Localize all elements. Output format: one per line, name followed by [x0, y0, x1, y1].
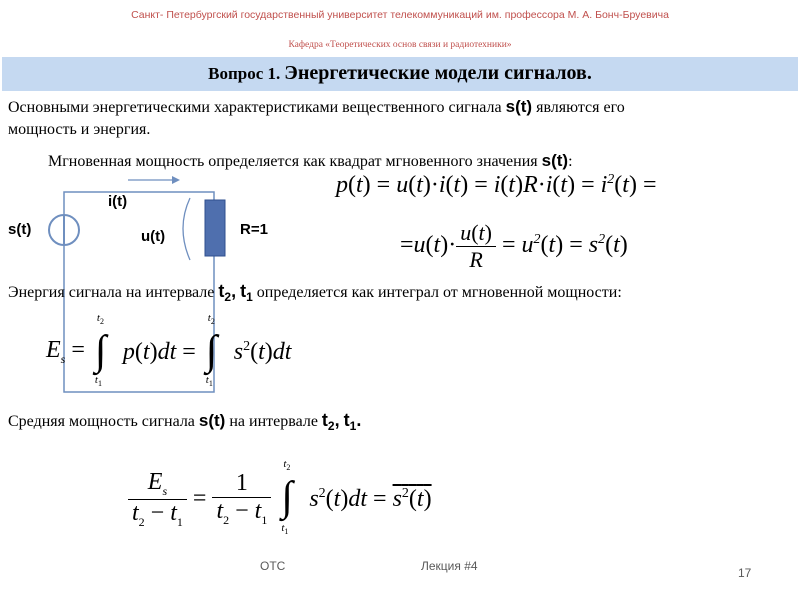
- signal-symbol: s(t): [541, 151, 569, 170]
- top-wire: [64, 192, 214, 216]
- formula-energy: $E_s$ = $t_2$ ∫ $t_1$ p(t)dt = $t_2$ ∫ $t_1$ $s^2(t)dt$: [46, 312, 292, 389]
- formula-power-line2: =u(t)· $\frac{u(t)}{R}$ = $u^2(t) = s^2(t)$: [400, 220, 628, 272]
- signal-symbol: s(t): [505, 97, 533, 116]
- formula-average-power: $\frac{E_s}{t_2 - t_1}$ = $\frac{1}{t_2 - t_1}$ $t_2$ ∫ $t_1$ $s^2(t)dt = s^2(t)$: [128, 460, 432, 540]
- voltage-label: u(t): [141, 228, 166, 245]
- paragraph-intro: Основными энергетическими характеристиками вещественного сигнала s(t) являются его мощность и энергия.: [8, 97, 625, 138]
- footer-lecture: Лекция #4: [421, 559, 478, 573]
- voltage-bracket: [183, 198, 190, 260]
- university-header: Санкт- Петербургский государственный университет телекоммуникаций им. профессора М. А. Бонч-Бруевича: [131, 9, 669, 21]
- question-number: Вопрос 1.: [208, 64, 281, 83]
- question-topic: Энергетические модели сигналов.: [284, 62, 592, 84]
- paragraph-average-power: Средняя мощность сигнала s(t) на интервале $t_2$, $t_1$.: [8, 410, 362, 434]
- source-label: s(t): [8, 221, 32, 238]
- footer-course: ОТС: [260, 559, 286, 573]
- formula-power-line1: $p(t) = u(t)\cdot i(t) = i(t)R\cdot i(t) = i^2(t)$ =: [336, 172, 657, 198]
- current-arrow-head: [172, 176, 180, 184]
- paragraph-energy: Энергия сигнала на интервале $t_2$, $t_1$ определяется как интеграл от мгновенной мощности:: [8, 281, 622, 305]
- current-label: i(t): [108, 193, 128, 210]
- page-number: 17: [738, 566, 752, 580]
- resistor-icon: [205, 200, 225, 256]
- paragraph-instant-power: Мгновенная мощность определяется как квадрат мгновенного значения s(t):: [48, 151, 573, 170]
- signal-symbol: s(t): [198, 411, 226, 430]
- slide-title: [0, 62, 800, 85]
- resistor-label: R=1: [240, 221, 268, 238]
- department-header: Кафедра «Теоретических основ связи и радиотехники»: [288, 40, 512, 50]
